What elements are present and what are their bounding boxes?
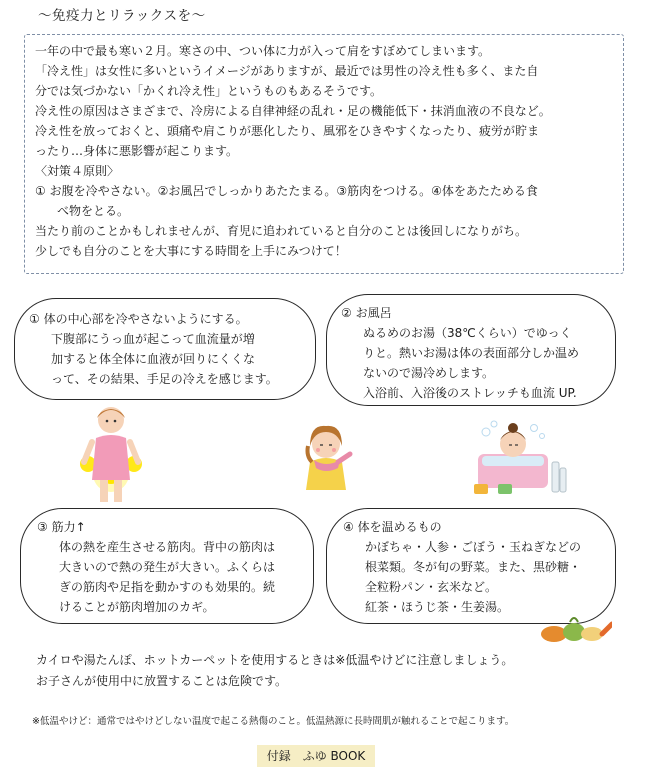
intro-box [24, 34, 624, 274]
tip-line: 根菜類。冬が旬の野菜。また、黒砂糖・ [365, 560, 582, 574]
tip-line: ぬるめのお湯（38℃くらい）でゆっく [363, 326, 572, 340]
tip-line: 体の熱を産生させる筋肉。背中の筋肉は [59, 540, 276, 554]
page-title: ～免疫力とリラックスを～ [38, 8, 206, 24]
tip-line: 加すると体全体に血液が回りにくくな [51, 352, 256, 366]
girl-warming-belly-illustration [76, 402, 146, 508]
woman-in-bath-illustration [468, 418, 568, 496]
tip-heading: ② お風呂 [341, 306, 392, 320]
intro-line: ったり…身体に悪影響が起こります。 [35, 144, 239, 158]
tip-bubble-warm-food [326, 508, 616, 624]
tip-line: 全粒粉パン・玄米など。 [365, 580, 498, 594]
rules-heading: 〈対策４原則〉 [35, 164, 120, 178]
intro-line: 分では気づかない「かくれ冷え性」というものもあるそうです。 [35, 84, 383, 98]
tip-line: ないので湯冷めします。 [363, 366, 495, 380]
caution-text [36, 650, 513, 692]
tip-line: ぎの筋肉や足指を動かすのも効果的。続 [59, 580, 276, 594]
intro-line: 一年の中で最も寒い２月。寒さの中、つい体に力が入って肩をすぼめてしまいます。 [35, 44, 491, 58]
footnote: ※低温やけど：通常ではやけどしない温度で起こる熱傷のこと。低温熱源に長時間肌が触れることで起こります。 [32, 716, 515, 727]
tip-line: けることが筋肉増加のカギ。 [59, 600, 215, 614]
footer-label: 付録 ふゆ BOOK [257, 745, 375, 767]
intro-line: 冷え性を放っておくと、頭痛や肩こりが悪化したり、風邪をひきやすくなったり、疲労が貯ま [35, 124, 540, 138]
caution-line: カイロや湯たんぽ、ホットカーペットを使用するときは※低温やけどに注意しましょう。 [36, 653, 514, 667]
tip-line: 入浴前、入浴後のストレッチも血流 UP. [363, 386, 577, 400]
vegetables-illustration [540, 612, 612, 642]
tip-line: 紅茶・ほうじ茶・生姜湯。 [365, 600, 510, 614]
tip-heading: ④ 体を温めるもの [343, 520, 442, 534]
tip-bubble-muscle [20, 508, 314, 624]
intro-line: 冷え性の原因はさまざまで、冷房による自律神経の乱れ・足の機能低下・抹消血液の不良など。 [35, 104, 551, 118]
tip-line: って、その結果、手足の冷えを感じます。 [51, 372, 278, 386]
woman-with-scarf-illustration [298, 418, 354, 490]
tip-heading: ③ 筋力↑ [37, 520, 86, 534]
intro-line: 当たり前のことかもしれませんが、育児に追われていると自分のことは後回しになりがち。 [35, 224, 528, 238]
rules-line: べ物をとる。 [57, 204, 130, 218]
intro-line: 「冷え性」は女性に多いというイメージがありますが、最近では男性の冷え性も多く、また自 [35, 64, 539, 78]
tip-bubble-bath [326, 294, 616, 406]
caution-line: お子さんが使用中に放置することは危険です。 [36, 674, 288, 688]
tip-bubble-core [14, 298, 316, 400]
tip-line: かぼちゃ・人参・ごぼう・玉ねぎなどの [365, 540, 582, 554]
rules-line: ① お腹を冷やさない。②お風呂でしっかりあたたまる。③筋肉をつける。④体をあたためる食 [35, 184, 538, 198]
tip-line: 大きいので熱の発生が大きい。ふくらは [59, 560, 276, 574]
intro-line: 少しでも自分のことを大事にする時間を上手にみつけて！ [35, 244, 347, 258]
tip-line: りと。熱いお湯は体の表面部分しか温め [363, 346, 580, 360]
tip-heading: ① 体の中心部を冷やさないようにする。 [29, 312, 248, 326]
tip-line: 下腹部にうっ血が起こって血流量が増 [51, 332, 255, 346]
